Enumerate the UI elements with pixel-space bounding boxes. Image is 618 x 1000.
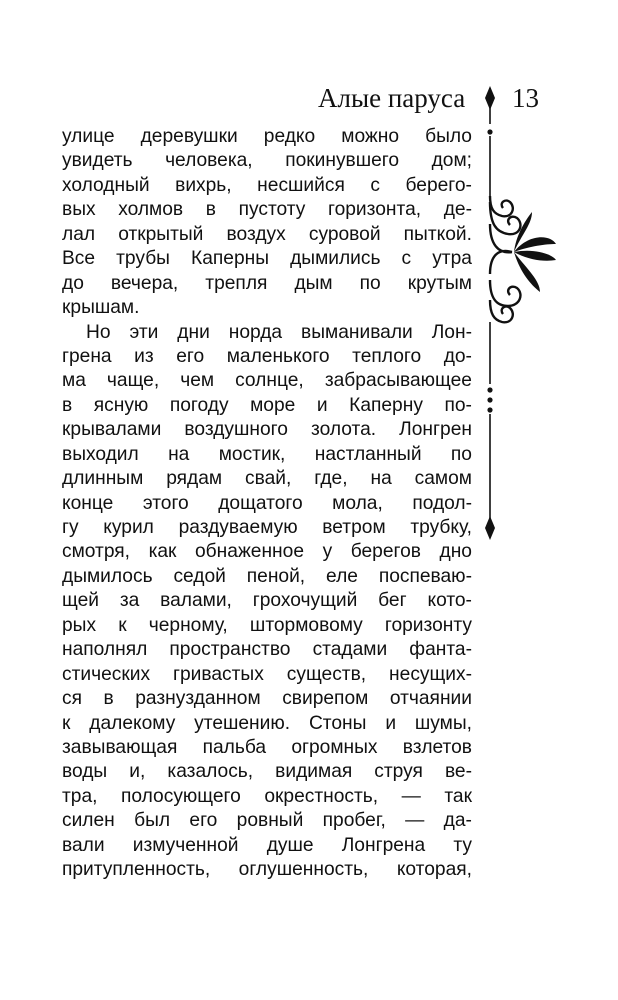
text-line: завывающая пальба огромных взлетов [62, 736, 472, 758]
text-line: крышам. [62, 297, 140, 319]
text-line: в ясную погоду море и Каперну по- [62, 394, 472, 416]
text-line: вых холмов в пустоту горизонта, де- [62, 199, 472, 221]
text-line: силен был его ровный пробег, — да- [62, 810, 472, 832]
text-line: холодный вихрь, несшийся с берего- [62, 174, 472, 196]
text-line: конце этого дощатого мола, подол- [62, 492, 472, 514]
text-line: длинным рядам свай, где, на самом [62, 468, 472, 490]
text-line: тра, полосующего окрестность, — так [62, 785, 472, 807]
text-line: рых к черному, штормовому горизонту [62, 614, 472, 636]
text-line: дымилось седой пеной, еле поспеваю- [62, 565, 472, 587]
text-line: воды и, казалось, видимая струя ве- [62, 761, 472, 783]
scroll-flourish-icon [468, 84, 564, 554]
text-line: к далекому утешению. Стоны и шумы, [62, 712, 472, 734]
text-line: Все трубы Каперны дымились с утра [62, 248, 472, 270]
text-line: вали измученной душе Лонгрена ту [62, 834, 472, 856]
page-number: 13 [512, 83, 539, 113]
text-line: лал открытый воздух суровой пыткой. [62, 223, 472, 245]
text-line: ма чаще, чем солнце, забрасывающее [62, 370, 472, 392]
body-text [62, 125, 472, 883]
running-title: Алые паруса [318, 83, 466, 113]
text-line: увидеть человека, покинувшего дом; [62, 150, 472, 172]
text-line: улице деревушки редко можно было [62, 126, 472, 147]
text-line: гу курил раздуваемую ветром трубку, [62, 517, 472, 538]
text-line: выходил на мостик, настланный по [62, 443, 472, 465]
text-line: крывалами воздушного золота. Лонгрен [62, 419, 472, 441]
text-line: стических гривастых существ, несущих- [62, 663, 472, 685]
text-line: щей за валами, грохочущий бег кото- [62, 590, 472, 612]
text-line: грена из его маленького теплого до- [62, 345, 472, 367]
text-line: смотря, как обнаженное у берегов дно [62, 541, 472, 563]
text-line: наполнял пространство стадами фанта- [62, 639, 472, 661]
text-line: Но эти дни норда выманивали Лон- [86, 321, 472, 343]
text-line: притупленность, оглушенность, которая, [62, 859, 472, 881]
text-line: до вечера, трепля дым по крутым [62, 272, 472, 294]
text-line: ся в разнузданном свирепом отчаянии [62, 688, 472, 710]
